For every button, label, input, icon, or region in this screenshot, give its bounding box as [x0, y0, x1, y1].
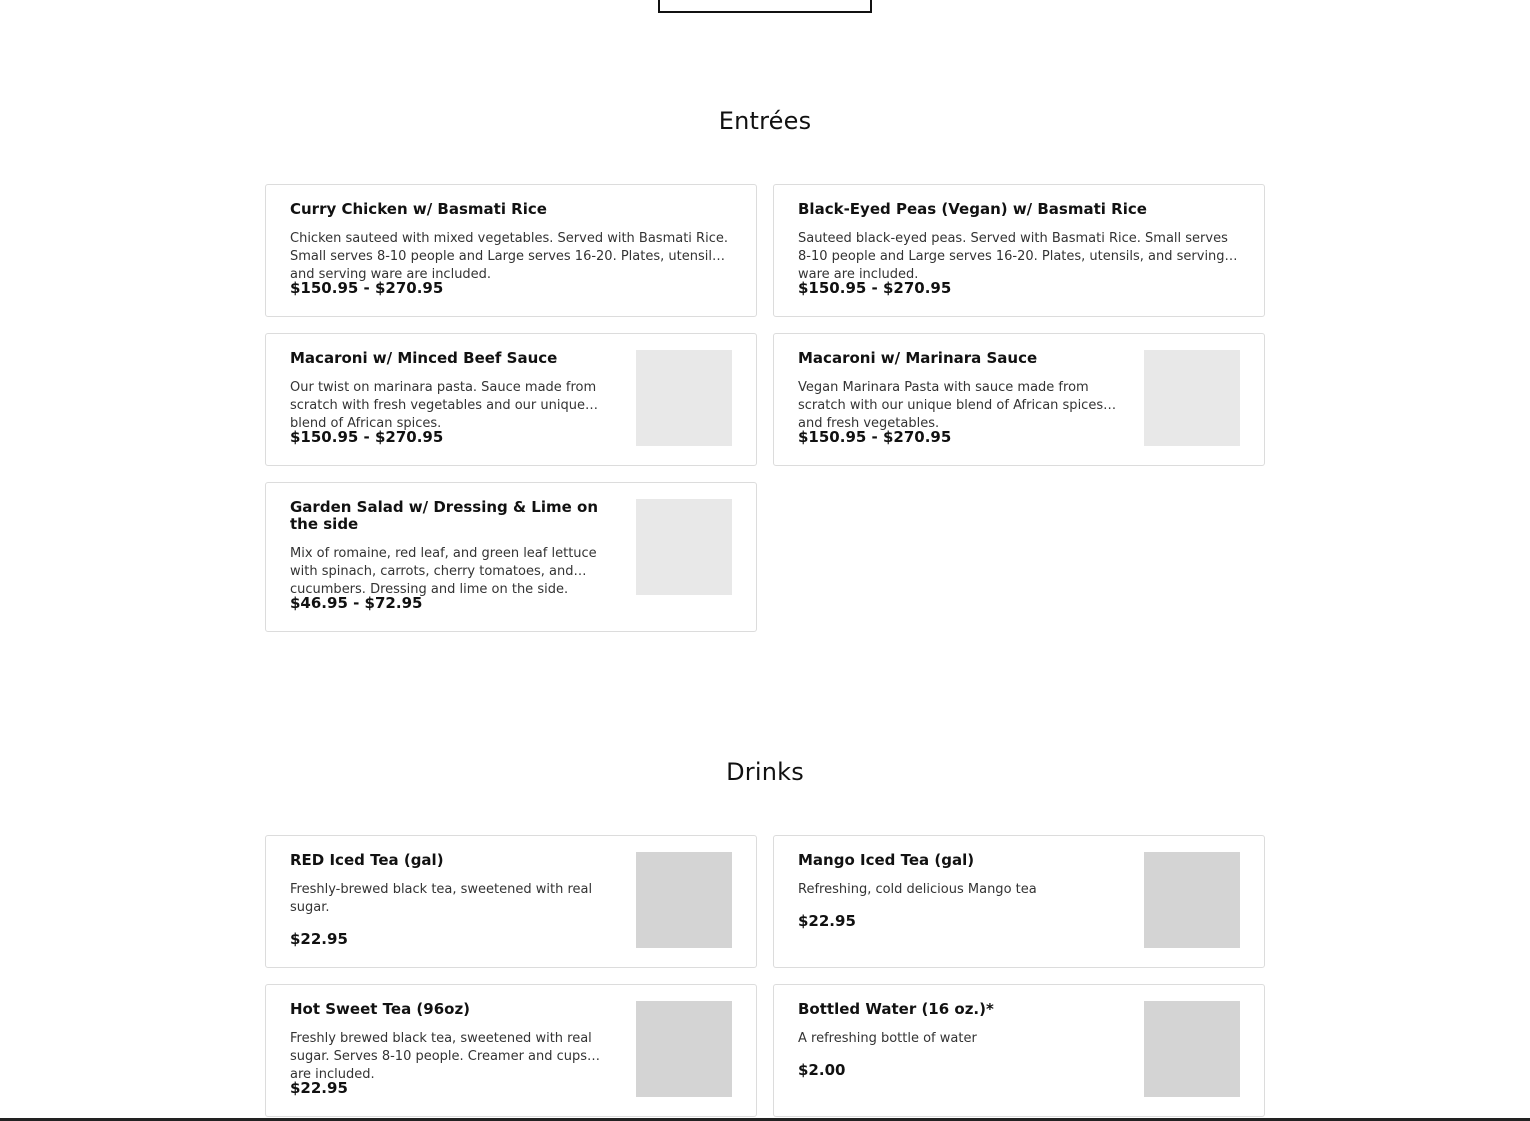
menu-item-text — [290, 1001, 610, 1097]
menu-item-name: Macaroni w/ Minced Beef Sauce — [290, 349, 558, 367]
menu-item-name: Macaroni w/ Marinara Sauce — [798, 349, 1038, 367]
menu-item-description: A refreshing bottle of water — [798, 1031, 977, 1046]
menu-item-price: $46.95 - $72.95 — [290, 594, 423, 612]
menu-item-name: Curry Chicken w/ Basmati Rice — [290, 200, 547, 218]
menu-item-description: Freshly-brewed black tea, sweetened with real sugar. — [290, 882, 593, 915]
menu-item-card[interactable] — [773, 333, 1265, 466]
menu-item-price: $150.95 - $270.95 — [290, 279, 444, 297]
menu-item-card[interactable] — [265, 835, 757, 968]
menu-item-price: $150.95 - $270.95 — [290, 428, 444, 446]
menu-item-text — [290, 350, 620, 446]
menu-item-description: Mix of romaine, red leaf, and green leaf lettuce with spinach, carrots, cherry tomatoes, and cucumbers. Dressing and lime on the side. — [290, 546, 597, 597]
menu-item-price: $150.95 - $270.95 — [798, 428, 952, 446]
menu-item-image-placeholder — [636, 499, 732, 595]
menu-item-image-placeholder — [1144, 350, 1240, 446]
menu-item-card[interactable] — [773, 835, 1265, 968]
top-outline-button[interactable] — [658, 0, 872, 13]
menu-item-name: Garden Salad w/ Dressing & Lime on the side — [290, 498, 599, 533]
menu-item-card[interactable] — [265, 482, 757, 632]
menu-item-description: Our twist on marinara pasta. Sauce made from scratch with fresh vegetables and our unique blend of African spices. — [290, 380, 597, 431]
menu-item-image-placeholder — [636, 350, 732, 446]
menu-item-image-placeholder — [1144, 1001, 1240, 1097]
menu-item-name: RED Iced Tea (gal) — [290, 851, 444, 869]
menu-item-description: Vegan Marinara Pasta with sauce made from scratch with our unique blend of African spices and fresh vegetables. — [798, 380, 1104, 431]
menu-item-card[interactable] — [265, 333, 757, 466]
menu-item-image-placeholder — [1144, 852, 1240, 948]
menu-item-card[interactable] — [773, 984, 1265, 1117]
section-title-drinks: Drinks — [726, 758, 804, 786]
menu-item-image-placeholder — [636, 1001, 732, 1097]
menu-item-text — [798, 852, 1128, 930]
menu-item-text — [798, 201, 1238, 297]
menu-item-name: Bottled Water (16 oz.)* — [798, 1000, 994, 1018]
menu-item-text — [290, 499, 622, 612]
menu-item-price: $22.95 — [290, 930, 348, 948]
menu-item-image-placeholder — [636, 852, 732, 948]
menu-item-text — [290, 852, 600, 948]
menu-item-description: Sauteed black-eyed peas. Served with Basmati Rice. Small serves 8-10 people and Large serves 16-20. Plates, utensils, and serving ware are included. — [798, 231, 1228, 282]
menu-item-price: $22.95 — [798, 912, 856, 930]
menu-item-price: $2.00 — [798, 1061, 846, 1079]
menu-item-price: $22.95 — [290, 1079, 348, 1097]
menu-item-card[interactable] — [265, 184, 757, 317]
menu-item-name: Hot Sweet Tea (96oz) — [290, 1000, 471, 1018]
menu-item-price: $150.95 - $270.95 — [798, 279, 952, 297]
menu-item-text — [798, 350, 1128, 446]
menu-item-description: Chicken sauteed with mixed vegetables. Served with Basmati Rice. Small serves 8-10 people and Large serves 16-20. Plates, utensils, and serving ware are included. — [290, 231, 728, 282]
menu-item-description: Freshly brewed black tea, sweetened with real sugar. Serves 8-10 people. Creamer and cups are included. — [290, 1031, 592, 1082]
menu-item-card[interactable] — [773, 184, 1265, 317]
menu-item-description: Refreshing, cold delicious Mango tea — [798, 882, 1037, 897]
menu-item-card[interactable] — [265, 984, 757, 1117]
menu-item-name: Black-Eyed Peas (Vegan) w/ Basmati Rice — [798, 200, 1147, 218]
menu-item-text — [798, 1001, 1128, 1079]
menu-item-name: Mango Iced Tea (gal) — [798, 851, 975, 869]
section-title-entrees: Entrées — [718, 107, 812, 135]
menu-item-text — [290, 201, 730, 297]
